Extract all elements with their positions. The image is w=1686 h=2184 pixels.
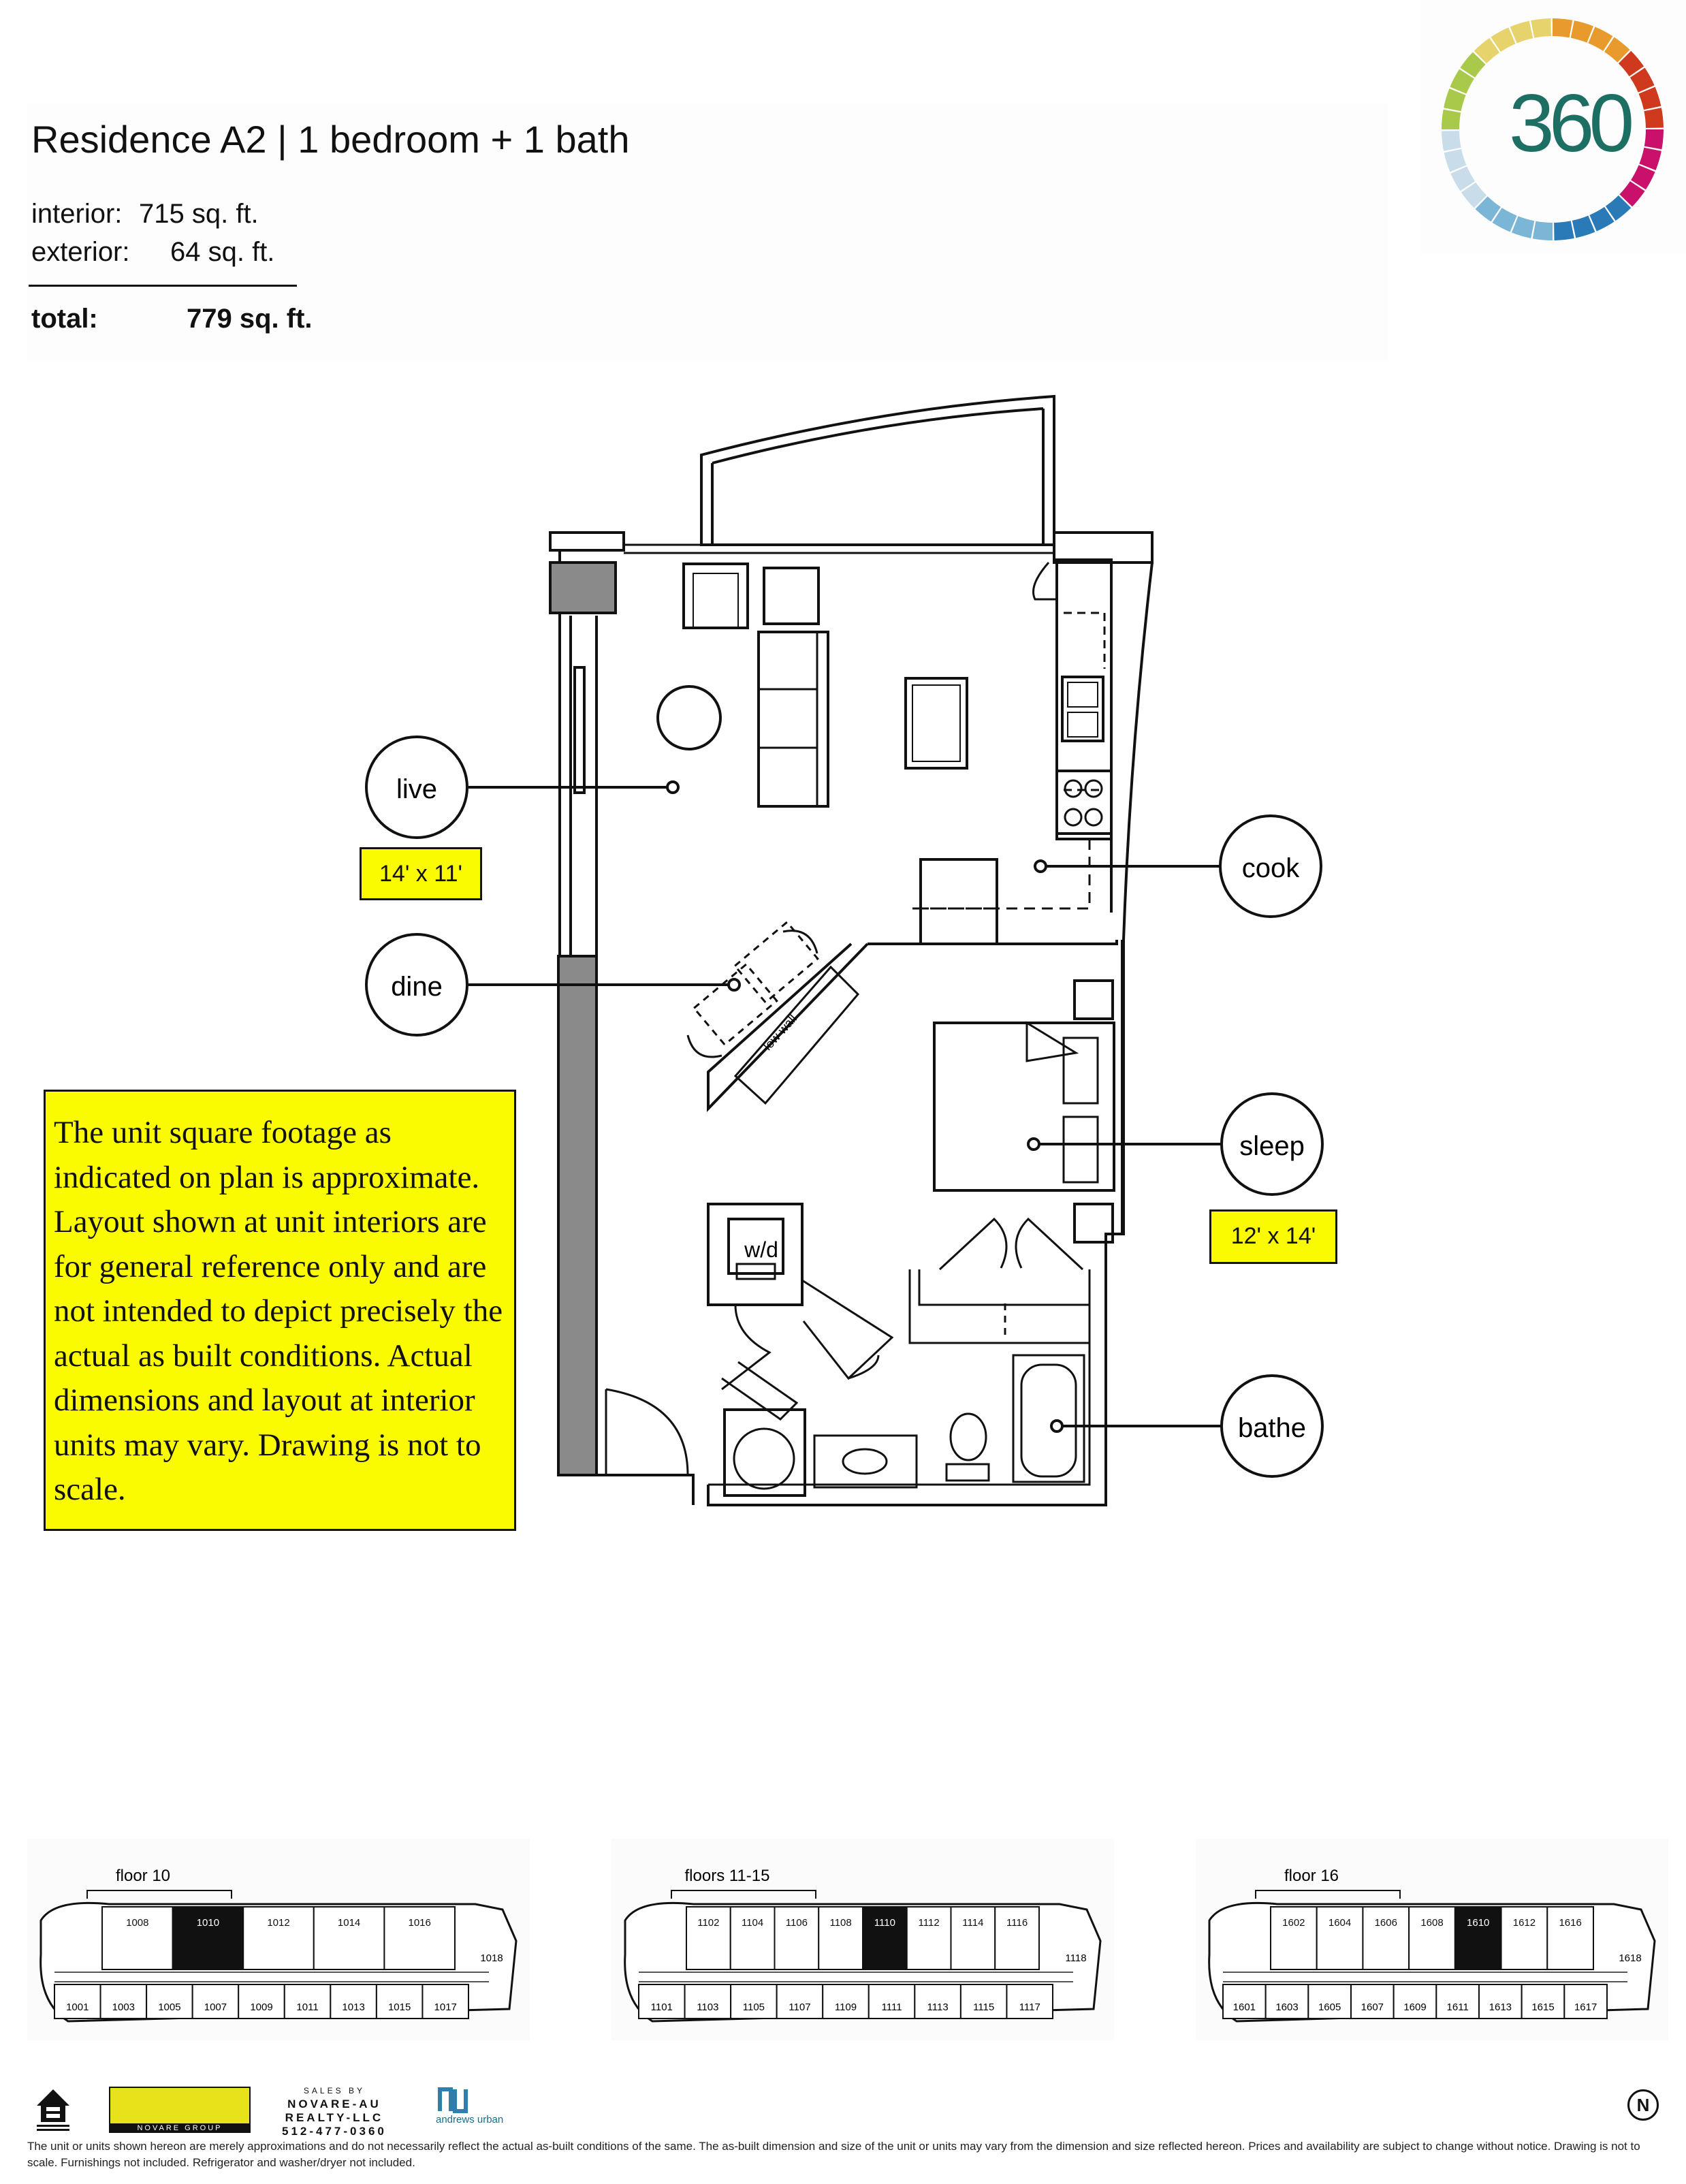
keyplan-unit <box>907 1907 951 1969</box>
keyplan-bracket <box>671 1890 816 1899</box>
keyplan-unit-label: 1603 <box>1275 2001 1299 2013</box>
keyplan-unit-label: 1010 <box>196 1917 220 1929</box>
balcony-outline <box>701 396 1054 545</box>
keyplan-unit-label: 1003 <box>112 2001 136 2013</box>
keyplan-unit <box>173 1907 244 1969</box>
keyplan-unit-label: 1605 <box>1318 2001 1341 2013</box>
keyplan-unit <box>818 1907 863 1969</box>
legal-footer: The unit or units shown hereon are merely approximations and do not necessarily reflect the actual as-built conditions of the same. The as-built dimension and size of the unit or units may vary from the dimension and size reflected hereon. Prices and availability are subject to change without notice. Drawing is not to scale. Furnishings not included. Refrigerator and washer/dryer not included. <box>27 2140 1640 2169</box>
keyplan-title: floor 10 <box>115 1867 171 1885</box>
keyplan-unit-label: 1602 <box>1282 1917 1305 1929</box>
keyplan-unit-label: 1612 <box>1512 1917 1536 1929</box>
exterior-value: 64 sq. ft. <box>170 237 275 267</box>
keyplan-unit-label: 1102 <box>697 1917 720 1929</box>
low-wall-label: low wall <box>761 1011 800 1054</box>
keyplan-unit-label: 1615 <box>1531 2001 1555 2013</box>
keyplan-unit-label: 1610 <box>1467 1917 1490 1929</box>
keyplan-unit-label: 1617 <box>1574 2001 1597 2013</box>
keyplan-unit-label: 1106 <box>785 1917 808 1929</box>
north-arrow-icon: N <box>1627 2089 1659 2121</box>
keyplan-unit-label: 1611 <box>1446 2001 1469 2013</box>
sleep-dimensions: 12' x 14' <box>1209 1209 1337 1264</box>
logo-wordmark: 360 <box>1509 78 1629 169</box>
keyplan-unit <box>314 1907 385 1969</box>
keyplan-unit-label: 1616 <box>1559 1917 1582 1929</box>
keyplan-bracket <box>87 1890 232 1899</box>
andrews-urban-label: andrews urban <box>436 2114 504 2125</box>
keyplan-unit-label: 1607 <box>1361 2001 1384 2013</box>
keyplan-unit-label: 1016 <box>408 1917 431 1929</box>
keyplan-unit-label: 1101 <box>650 2001 673 2013</box>
bathe-label: bathe <box>1237 1413 1307 1443</box>
keyplan-unit-label: 1108 <box>829 1917 852 1929</box>
keyplan-unit <box>102 1907 173 1969</box>
keyplan-unit <box>686 1907 731 1969</box>
structural-wall <box>558 956 597 1475</box>
keyplan-unit <box>951 1907 996 1969</box>
keyplan-unit-label: 1613 <box>1489 2001 1512 2013</box>
keyplan-unit-label: 1601 <box>1232 2001 1256 2013</box>
keyplan-unit <box>1409 1907 1455 1969</box>
keyplan-unit-label: 1017 <box>434 2001 457 2013</box>
keyplan-unit <box>1317 1907 1363 1969</box>
keyplan-unit-label: 1103 <box>697 2001 719 2013</box>
keyplan-unit-label: 1113 <box>927 2001 949 2013</box>
exterior-label: exterior: <box>31 237 130 267</box>
keyplan-unit-label: 1009 <box>250 2001 273 2013</box>
keyplan-unit <box>995 1907 1039 1969</box>
washer-dryer-label: w/d <box>744 1237 778 1262</box>
keyplan-unit <box>1501 1907 1548 1969</box>
keyplan-unit-label: 1110 <box>874 1917 895 1929</box>
keyplan-unit-label: 1608 <box>1420 1917 1444 1929</box>
cook-label: cook <box>1241 853 1300 883</box>
keyplan-floor-16 <box>1196 1839 1668 2040</box>
keyplan-unit <box>243 1907 314 1969</box>
live-label: live <box>396 774 438 804</box>
keyplan-unit <box>775 1907 819 1969</box>
keyplan-unit-label: 1604 <box>1328 1917 1352 1929</box>
keyplan-unit-label: 1007 <box>204 2001 227 2013</box>
balcony-inner <box>712 409 1043 545</box>
total-value: 779 sq. ft. <box>187 304 313 334</box>
keyplan-unit-label: 1001 <box>66 2001 89 2013</box>
live-dimensions: 14' x 11' <box>360 847 482 900</box>
dine-label: dine <box>391 972 443 1002</box>
keyplan-unit-label: 1609 <box>1403 2001 1427 2013</box>
sales-line-1: SALES BY <box>303 2086 365 2095</box>
keyplan-floor-10 <box>27 1839 530 2040</box>
keyplan-unit-label: 1107 <box>789 2001 811 2013</box>
keyplan-unit-label: 1015 <box>387 2001 411 2013</box>
keyplan-unit-label: 1018 <box>480 1952 503 1964</box>
sales-line-4: 512-477-0360 <box>282 2125 387 2138</box>
keyplan-unit-label: 1011 <box>296 2001 319 2013</box>
keyplan-bracket <box>1256 1890 1400 1899</box>
keyplan-unit <box>1455 1907 1501 1969</box>
column <box>550 563 616 613</box>
total-label: total: <box>31 304 98 334</box>
sales-by-block <box>282 2084 387 2138</box>
keyplan-unit-label: 1117 <box>1019 2001 1040 2013</box>
keyplan-unit <box>1363 1907 1409 1969</box>
keyplan-title: floor 16 <box>1284 1867 1339 1885</box>
keyplan-unit-label: 1005 <box>158 2001 181 2013</box>
interior-value: 715 sq. ft. <box>139 199 259 229</box>
keyplan-unit <box>863 1907 907 1969</box>
keyplan-unit <box>1547 1907 1593 1969</box>
keyplan-unit <box>1271 1907 1317 1969</box>
sales-line-2: NOVARE-AU <box>287 2098 381 2110</box>
keyplan-unit-label: 1606 <box>1374 1917 1397 1929</box>
andrews-urban-icon <box>437 2087 468 2114</box>
disclaimer-note: The unit square footage as indicated on plan is approximate. Layout shown at unit interiors are for general reference only and are not intended to depict precisely the actual as built conditions. Actual dimensions and layout at interior units may vary. Drawing is not to scale. <box>44 1090 516 1531</box>
equal-housing-icon <box>34 2085 72 2136</box>
keyplan-unit-label: 1105 <box>742 2001 765 2013</box>
sleep-label: sleep <box>1239 1131 1305 1161</box>
keyplan-title: floors 11-15 <box>684 1867 770 1885</box>
keyplan-unit <box>731 1907 775 1969</box>
keyplan-unit-label: 1013 <box>342 2001 365 2013</box>
sales-line-3: REALTY-LLC <box>285 2111 384 2124</box>
keyplan-unit-label: 1114 <box>962 1917 984 1929</box>
keyplan-unit-label: 1618 <box>1619 1952 1642 1964</box>
keyplan-unit-label: 1118 <box>1065 1952 1087 1964</box>
keyplan-unit-label: 1115 <box>973 2001 995 2013</box>
keyplan-unit-label: 1112 <box>918 1917 940 1929</box>
keyplan-unit-label: 1014 <box>337 1917 361 1929</box>
keyplan-unit-label: 1116 <box>1006 1917 1028 1929</box>
novare-group-label: NOVARE GROUP <box>109 2123 251 2133</box>
interior-label: interior: <box>31 199 123 229</box>
page-title: Residence A2 | 1 bedroom + 1 bath <box>31 118 630 161</box>
keyplan-unit-label: 1109 <box>834 2001 857 2013</box>
keyplan-unit <box>384 1907 455 1969</box>
keyplan-unit-label: 1008 <box>126 1917 149 1929</box>
keyplan-floors-11-15 <box>611 1839 1114 2040</box>
keyplan-unit-label: 1111 <box>881 2001 902 2013</box>
keyplan-unit-label: 1104 <box>741 1917 764 1929</box>
keyplan-unit-label: 1012 <box>267 1917 290 1929</box>
